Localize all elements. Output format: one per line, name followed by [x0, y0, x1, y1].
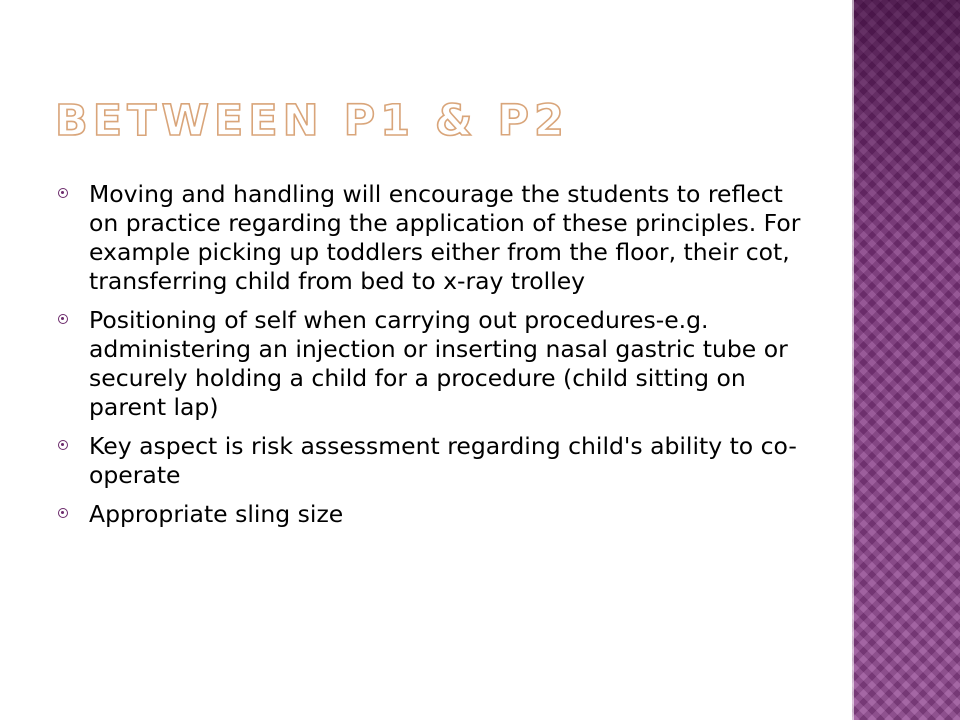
circle-bullet-icon	[58, 440, 68, 450]
list-item	[58, 432, 803, 490]
decorative-side-panel	[852, 0, 960, 720]
circle-bullet-icon	[58, 508, 68, 518]
bullet-text: Positioning of self when carrying out procedures-e.g. administering an injection or inserting nasal gastric tube or securely holding a child for a procedure (child sitting on parent lap)	[89, 306, 788, 421]
circle-bullet-icon	[58, 188, 68, 198]
bullet-text: Moving and handling will encourage the students to reflect on practice regarding the application of these principles. For example picking up toddlers either from the floor, their cot, transferring child from bed to x-ray trolley	[89, 180, 801, 295]
bullet-list	[58, 180, 803, 539]
list-item	[58, 306, 803, 422]
bullet-text: Key aspect is risk assessment regarding child's ability to co-operate	[89, 432, 797, 489]
slide-title: BETWEEN P1 & P2	[55, 96, 569, 146]
bullet-text: Appropriate sling size	[89, 500, 344, 528]
list-item	[58, 180, 803, 296]
list-item	[58, 500, 803, 529]
circle-bullet-icon	[58, 314, 68, 324]
